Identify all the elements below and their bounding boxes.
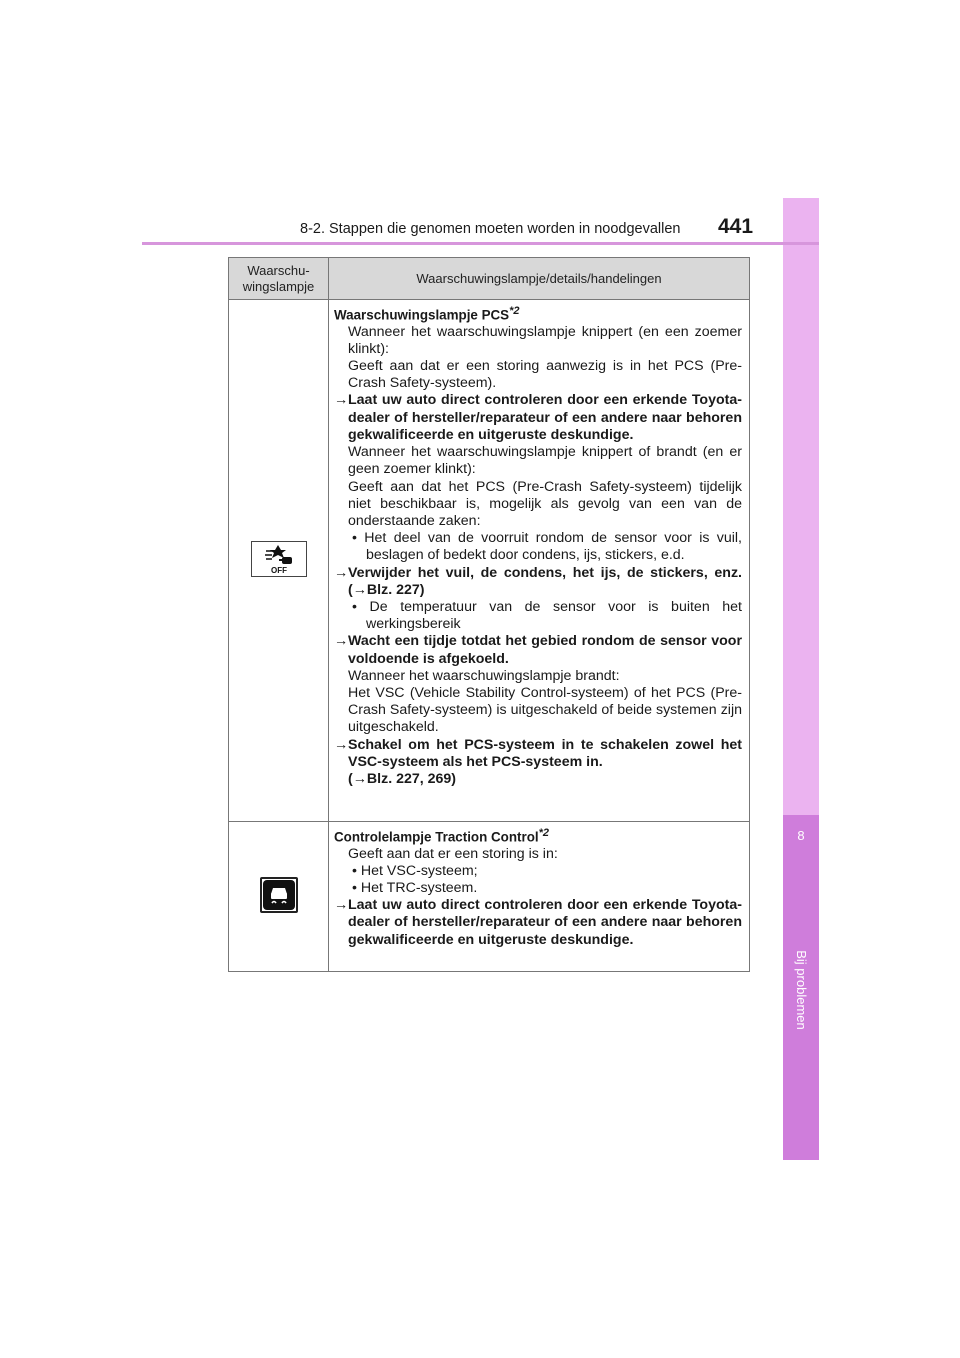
icon-cell [229,300,329,822]
detail-text: Wanneer het waarschuwingslampje knippert (en een zoemer klinkt): [348,323,742,357]
lamp-title: Controlelampje Traction Control$^{*2}$ [334,827,549,845]
bullet-item: • Het TRC-systeem. [352,880,478,897]
detail-text: Wanneer het waarschuwingslampje brandt: [348,667,620,684]
bullet-item: • Het VSC-systeem; [352,862,478,879]
bullet-item: • De temperatuur van de sensor voor is buiten het werkingsbereik [352,598,742,633]
detail-text: Het VSC (Vehicle Stability Control-systeem) of het PCS (Pre-Crash Safety-systeem) is uitgeschakeld of beide systemen zijn uitgeschakeld. [348,684,742,736]
pcs-off-label: OFF [270,565,287,575]
chapter-title: Bij problemen [794,950,810,1030]
detail-cell-traction [329,822,750,972]
traction-control-icon [260,877,298,913]
table-row [229,300,750,822]
detail-cell-pcs [329,300,750,822]
table-row [229,822,750,972]
action-text: →Verwijder het vuil, de condens, het ijs, de stickers, enz. (→Blz. 227) [334,564,742,598]
action-text: →Laat uw auto direct controleren door een erkende Toyota-dealer of hersteller/reparateur of een andere naar behoren gekwalificeerde en uitgeruste deskundige. [334,392,742,443]
lamp-title: Waarschuwingslampje PCS$^{*2}$ [334,305,520,323]
header-detail-column: Waarschuwingslampje/details/handelingen [329,258,750,300]
detail-text: Geeft aan dat het PCS (Pre-Crash Safety-systeem) tijdelijk niet beschikbaar is, mogelijk als gevolg van een van de onderstaande zaken: [348,478,742,529]
detail-text: Wanneer het waarschuwingslampje knippert of brandt (en er geen zoemer klinkt): [348,444,742,478]
bullet-item: • Het deel van de voorruit rondom de sensor voor is vuil, beslagen of bedekt door condens, ijs, stickers, e.d. [352,530,742,564]
detail-text: Geeft aan dat er een storing is in: [348,845,558,862]
page-number: 441 [718,215,754,238]
header-icon-column: Waarschu- wingslampje [229,258,329,300]
section-title: 8-2. Stappen die genomen moeten worden in noodgevallen [300,221,681,237]
action-text: →Wacht een tijdje totdat het gebied rondom de sensor voor voldoende is afgekoeld. [334,633,742,667]
chapter-number: 8 [797,828,805,843]
page-reference: (→Blz. 227, 269) [348,770,457,787]
header-rule [142,242,819,245]
table-header-row [229,258,750,300]
icon-cell [229,822,329,972]
warning-lamp-table [228,257,750,972]
detail-text: Geeft aan dat er een storing aanwezig is in het PCS (Pre-Crash Safety-systeem). [348,358,742,392]
action-text: →Schakel om het PCS-systeem in te schakelen zowel het VSC-systeem als het PCS-systeem in. [334,736,742,770]
pcs-off-warning-icon [251,541,307,577]
action-text: →Laat uw auto direct controleren door een erkende Toyota-dealer of hersteller/reparateur of een andere naar behoren gekwalificeerde en uitgeruste deskundige. [334,897,742,948]
